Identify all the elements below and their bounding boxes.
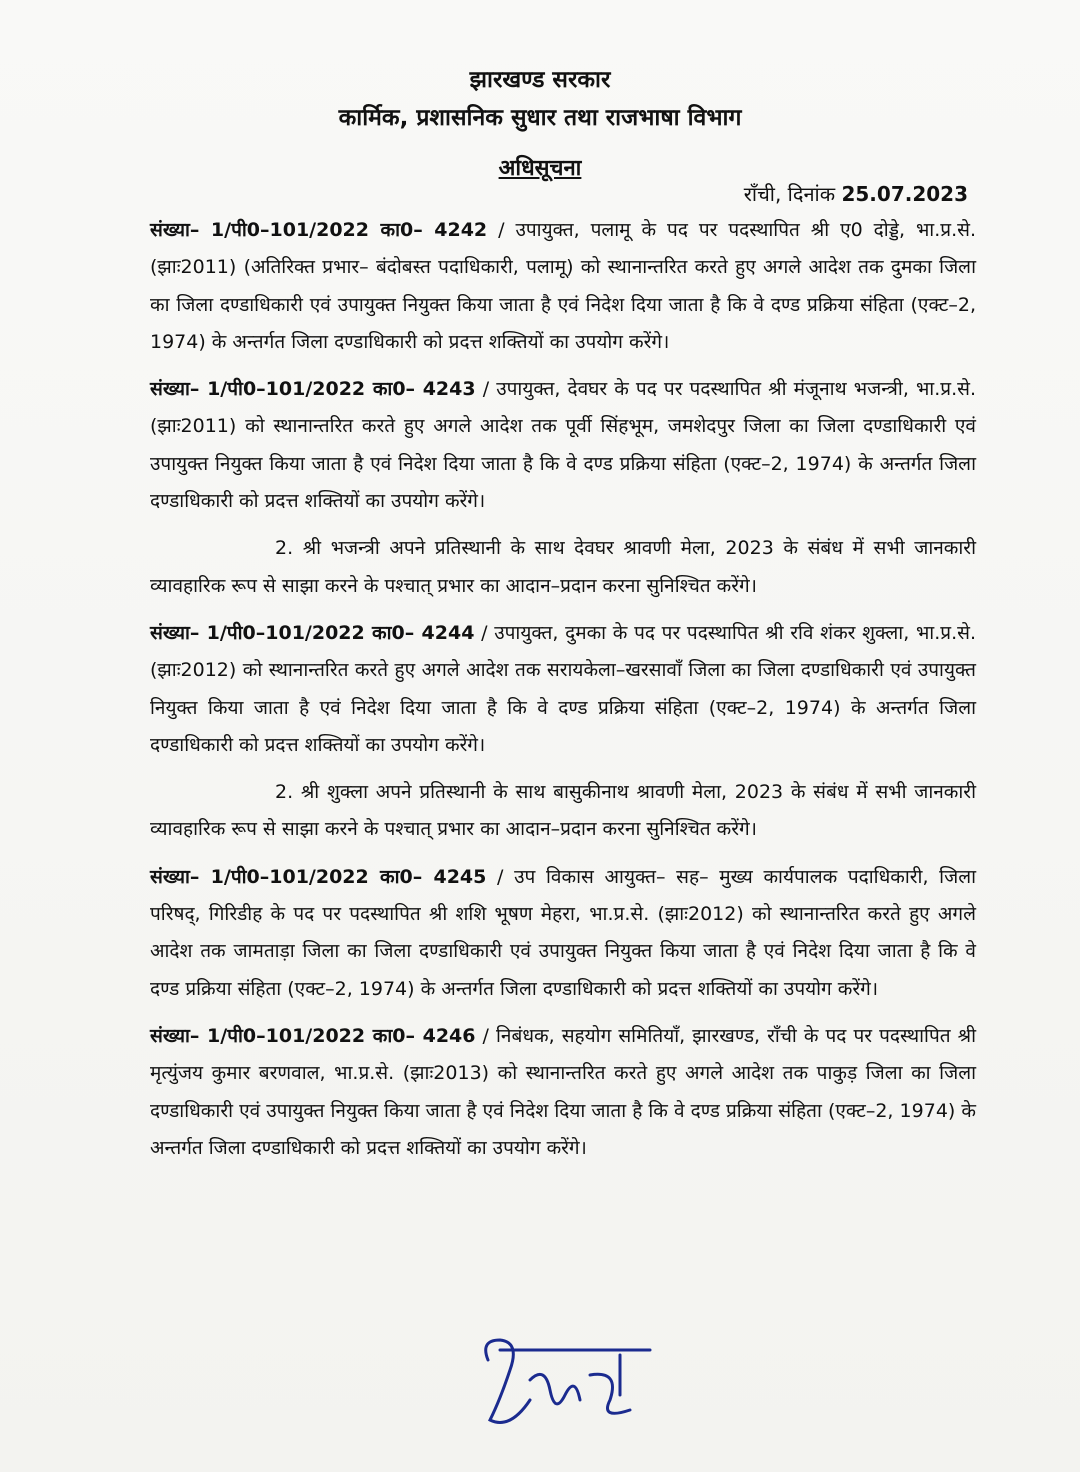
order-subparagraph: 2. श्री शुक्ला अपने प्रतिस्थानी के साथ बासुकीनाथ श्रावणी मेला, 2023 के संबंध में सभी जानकारी व्यावहारिक रूप से साझा करने के पश्चात् प्रभार का आदान–प्रदान करना सुनिश्चित करेंगे। <box>150 781 976 841</box>
department-title: कार्मिक, प्रशासनिक सुधार तथा राजभाषा विभाग <box>338 105 742 131</box>
order-subparagraph: 2. श्री भजन्त्री अपने प्रतिस्थानी के साथ देवघर श्रावणी मेला, 2023 के संबंध में सभी जानकारी व्यावहारिक रूप से साझा करने के पश्चात् प्रभार का आदान–प्रदान करना सुनिश्चित करेंगे। <box>150 537 976 597</box>
order-paragraph <box>150 615 976 764</box>
order-text: / उपायुक्त, दुमका के पद पर पदस्थापित श्री रवि शंकर शुक्ला, भा.प्र.से. (झाः2012) को स्थानान्तरित करते हुए अगले आदेश तक सरायकेला–खरसावाँ जिला का जिला दण्डाधिकारी एवं उपायुक्त नियुक्त किया जाता है एवं निदेश दिया जाता है कि वे दण्ड प्रक्रिया संहिता (एक्ट–2, 1974) के अन्तर्गत जिला दण्डाधिकारी को प्रदत्त शक्तियों का उपयोग करेंगे। <box>150 621 977 756</box>
order-reference: संख्या– 1/पी0–101/2022 का0– 4244 <box>150 621 475 644</box>
document-body <box>150 212 976 1167</box>
order-paragraph <box>150 859 976 1008</box>
order-reference: संख्या– 1/पी0–101/2022 का0– 4243 <box>150 378 476 401</box>
date-line <box>744 180 968 207</box>
notification-date: 25.07.2023 <box>841 182 968 206</box>
order-reference: संख्या– 1/पी0–101/2022 का0– 4242 <box>150 219 488 241</box>
order-text: / उपायुक्त, देवघर के पद पर पदस्थापित श्री मंजूनाथ भजन्त्री, भा.प्र.से. (झाः2011) को स्थानान्तरित करते हुए अगले आदेश तक पूर्वी सिंहभूम, जमशेदपुर जिला का जिला दण्डाधिकारी एवं उपायुक्त नियुक्त किया जाता है एवं निदेश दिया जाता है कि वे दण्ड प्रक्रिया संहिता (एक्ट–2, 1974) के अन्तर्गत जिला दण्डाधिकारी को प्रदत्त शक्तियों का उपयोग करेंगे। <box>150 378 977 513</box>
government-title: झारखण्ड सरकार <box>469 67 611 93</box>
order-reference: संख्या– 1/पी0–101/2022 का0– 4245 <box>150 865 487 888</box>
order-text: / निबंधक, सहयोग समितियाँ, झारखण्ड, राँची के पद पर पदस्थापित श्री मृत्युंजय कुमार बरणवाल, भा.प्र.से. (झाः2013) को स्थानान्तरित करते हुए अगले आदेश तक पाकुड़ जिला का जिला दण्डाधिकारी एवं उपायुक्त नियुक्त किया जाता है एवं निदेश दिया जाता है कि वे दण्ड प्रक्रिया संहिता (एक्ट–2, 1974) के अन्तर्गत जिला दण्डाधिकारी को प्रदत्त शक्तियों का उपयोग करेंगे। <box>150 1024 977 1159</box>
place-date-label: राँची, दिनांक <box>743 182 836 206</box>
notification-title-text: अधिसूचना <box>498 156 582 181</box>
order-paragraph <box>150 371 976 520</box>
order-paragraph <box>150 1018 976 1167</box>
notification-title <box>0 152 1080 182</box>
signature <box>470 1320 670 1440</box>
order-paragraph <box>150 212 976 361</box>
order-text: / उप विकास आयुक्त– सह– मुख्य कार्यपालक पदाधिकारी, जिला परिषद्, गिरिडीह के पद पर पदस्थापित श्री शशि भूषण मेहरा, भा.प्र.से. (झाः2012) को स्थानान्तरित करते हुए अगले आदेश तक जामताड़ा जिला का जिला दण्डाधिकारी एवं उपायुक्त नियुक्त किया जाता है एवं निदेश दिया जाता है कि वे दण्ड प्रक्रिया संहिता (एक्ट–2, 1974) के अन्तर्गत जिला दण्डाधिकारी को प्रदत्त शक्तियों का उपयोग करेंगे। <box>150 865 976 1000</box>
order-reference: संख्या– 1/पी0–101/2022 का0– 4246 <box>150 1024 476 1047</box>
order-text: / उपायुक्त, पलामू के पद पर पदस्थापित श्री ए0 दोड्डे, भा.प्र.से. (झाः2011) (अतिरिक्त प्रभार– बंदोबस्त पदाधिकारी, पलामू) को स्थानान्तरित करते हुए अगले आदेश तक दुमका जिला का जिला दण्डाधिकारी एवं उपायुक्त नियुक्त किया जाता है एवं निदेश दिया जाता है कि वे दण्ड प्रक्रिया संहिता (एक्ट–2, 1974) के अन्तर्गत जिला दण्डाधिकारी को प्रदत्त शक्तियों का उपयोग करेंगे। <box>150 219 976 353</box>
